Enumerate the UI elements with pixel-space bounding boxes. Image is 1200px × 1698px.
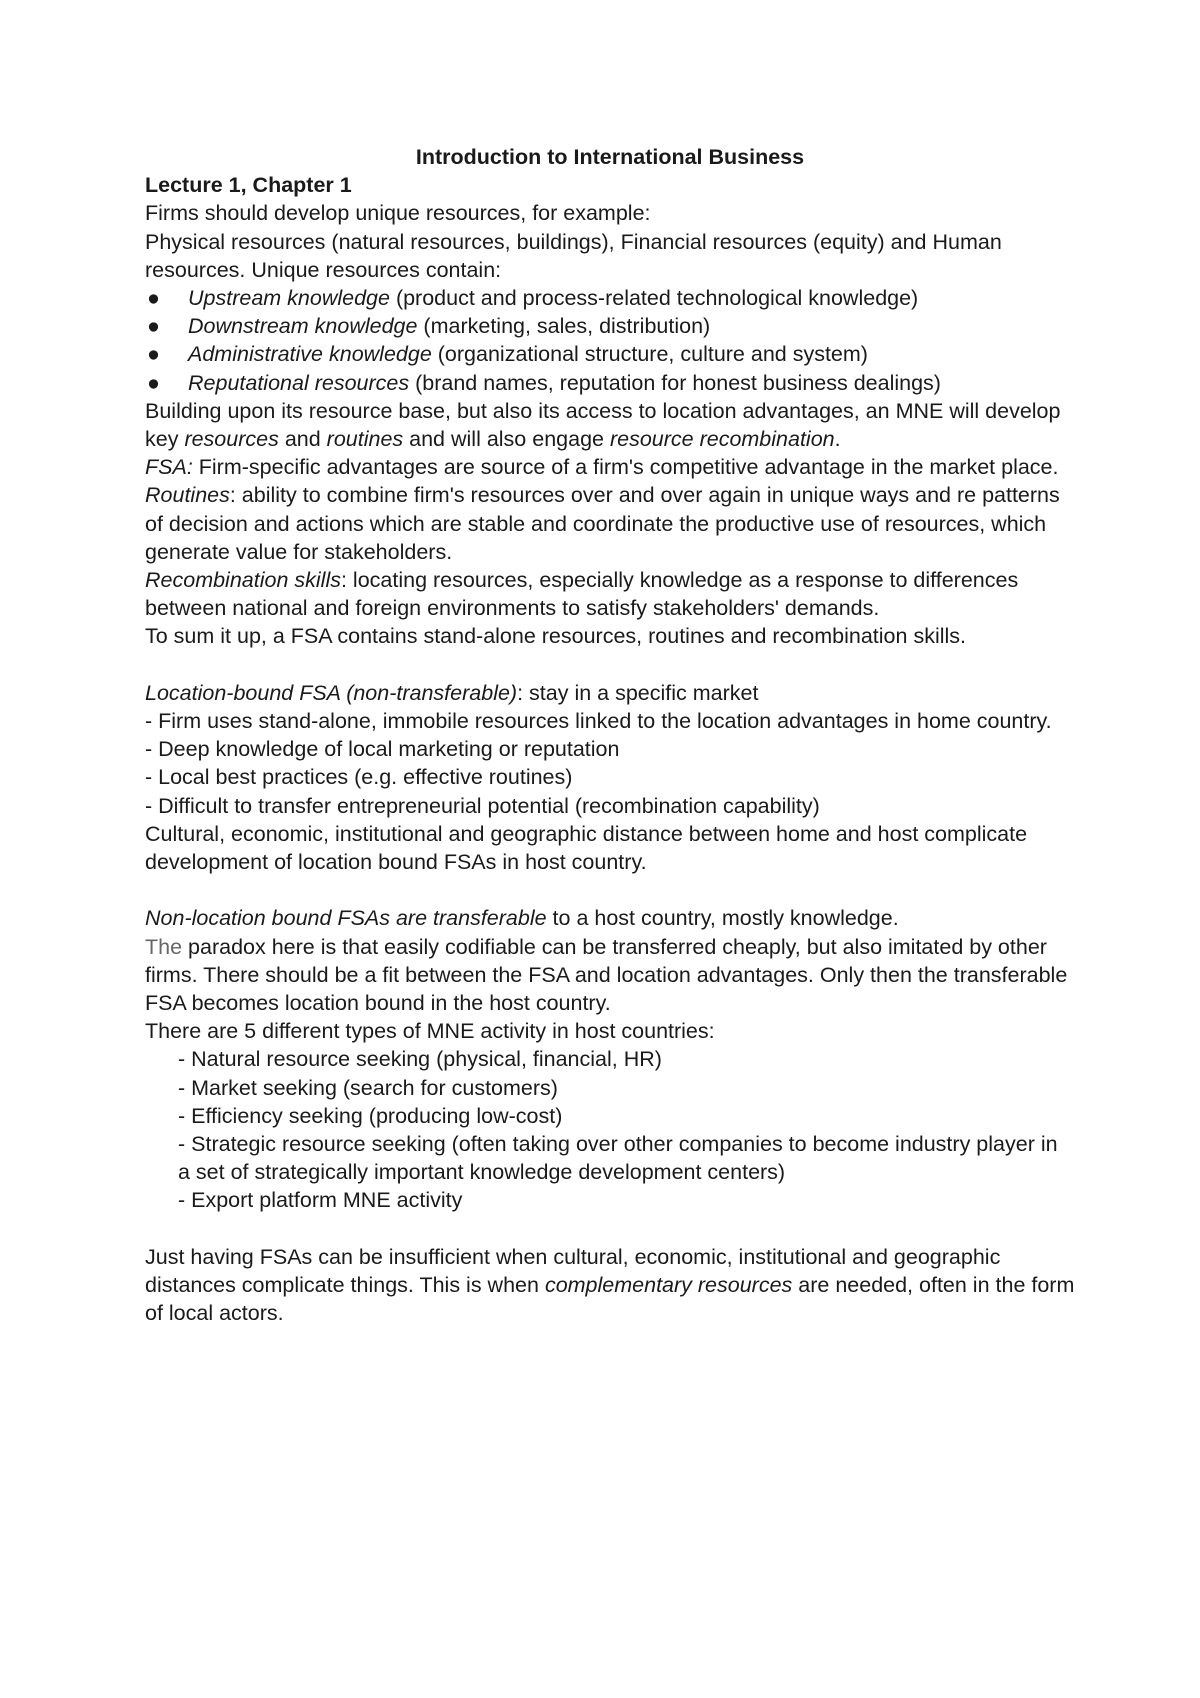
lecture-heading: Lecture 1, Chapter 1 — [145, 173, 352, 198]
italic-run: resources — [184, 427, 279, 452]
definition-text: : locating resources, especially knowledge as a response to differences between national and foreign environments to satisfy stakeholders' demands. — [145, 568, 1019, 621]
list-item: - Difficult to transfer entrepreneurial potential (recombination capability) — [145, 793, 820, 818]
definition-text: to a host country, mostly knowledge. — [546, 906, 899, 931]
building-paragraph — [145, 397, 1075, 453]
list-item — [145, 312, 1075, 340]
bullet-icon: ● — [147, 314, 160, 339]
list-item — [145, 284, 1075, 312]
italic-run: complementary resources — [544, 1273, 793, 1298]
list-text: (organizational structure, culture and system) — [431, 342, 868, 367]
list-text: (product and process-related technological knowledge) — [389, 286, 919, 311]
final-paragraph — [145, 1243, 1075, 1328]
definition-text: : ability to combine firm's resources over and over again in unique ways and re patterns of decision and actions which are stable and coordinate the productive use of resources, which generate value for stakeholders. — [145, 483, 1060, 564]
location-bound-heading — [145, 679, 1075, 707]
list-item: - Local best practices (e.g. effective routines) — [145, 765, 573, 790]
text-run: Building upon its resource base, but also its access to location advantages, an MNE will develop key — [145, 398, 1061, 452]
list-item: - Strategic resource seeking (often taking over other companies to become industry player in a set of strategically important knowledge development centers) — [178, 1132, 1058, 1185]
definition-term: FSA: — [145, 455, 193, 480]
list-term: Reputational resources — [188, 370, 410, 395]
document-page — [145, 143, 1075, 1327]
document-title: Introduction to International Business — [415, 145, 805, 169]
intro-line-2: Physical resources (natural resources, buildings), Financial resources (equity) and Human resources. Unique resources contain: — [145, 229, 1002, 282]
list-item: - Natural resource seeking (physical, financial, HR) — [178, 1047, 662, 1072]
bullet-icon: ● — [147, 342, 160, 367]
paradox-paragraph — [145, 933, 1075, 1018]
definition-term: Non-location bound FSAs are transferable — [145, 906, 547, 931]
non-location-heading — [145, 904, 1075, 932]
spacer — [145, 651, 1075, 679]
list-term: Administrative knowledge — [188, 342, 432, 367]
definition-term: Recombination skills — [145, 568, 341, 593]
fsa-definition — [145, 453, 1075, 481]
bullet-icon: ● — [147, 286, 160, 311]
definition-term: Location-bound FSA (non-transferable) — [145, 680, 518, 705]
list-item: - Deep knowledge of local marketing or reputation — [145, 737, 620, 762]
list-item: - Market seeking (search for customers) — [178, 1075, 558, 1100]
resource-list — [145, 284, 1075, 397]
text-run: and will also engage — [403, 427, 610, 452]
text-run: are needed, often in the form of local actors. — [145, 1273, 1075, 1326]
list-term: Downstream knowledge — [188, 314, 418, 339]
text-run: The — [145, 934, 183, 959]
intro-line-1: Firms should develop unique resources, for example: — [145, 201, 651, 226]
spacer — [145, 876, 1075, 904]
list-item — [145, 340, 1075, 368]
location-bound-list — [145, 707, 1075, 820]
mne-activity-list — [145, 1045, 1075, 1214]
definition-text: Firm-specific advantages are source of a firm's competitive advantage in the market place. — [192, 455, 1059, 480]
list-item: - Firm uses stand-alone, immobile resources linked to the location advantages in home country. — [145, 709, 1052, 734]
list-item: - Efficiency seeking (producing low-cost) — [178, 1103, 563, 1128]
list-text: (brand names, reputation for honest business dealings) — [409, 370, 941, 395]
bullet-icon: ● — [147, 370, 160, 395]
text-run: Just having FSAs can be insufficient when cultural, economic, institutional and geographic distances complicate things. This is when — [145, 1244, 1001, 1298]
list-item — [145, 369, 1075, 397]
italic-run: routines — [326, 427, 404, 452]
text-run: . — [834, 427, 841, 452]
list-text: (marketing, sales, distribution) — [417, 314, 711, 339]
list-term: Upstream knowledge — [188, 286, 390, 311]
routines-definition — [145, 481, 1075, 566]
location-bound-closing: Cultural, economic, institutional and geographic distance between home and host complicate development of location bound FSAs in host country. — [145, 821, 1028, 875]
italic-run: resource recombination — [609, 427, 835, 452]
text-run: paradox here is that easily codifiable can be transferred cheaply, but also imitated by other firms. There should be a fit between the FSA and location advantages. Only then the transferable FSA becomes location bound in the host country. — [145, 934, 1068, 1016]
list-item: - Export platform MNE activity — [178, 1188, 463, 1213]
types-intro: There are 5 different types of MNE activity in host countries: — [145, 1019, 715, 1044]
definition-term: Routines — [145, 483, 230, 508]
spacer — [145, 1215, 1075, 1243]
definition-text: : stay in a specific market — [517, 680, 759, 705]
summary-paragraph: To sum it up, a FSA contains stand-alone resources, routines and recombination skills. — [145, 624, 966, 649]
recombination-definition — [145, 566, 1075, 622]
text-run: and — [278, 427, 327, 452]
